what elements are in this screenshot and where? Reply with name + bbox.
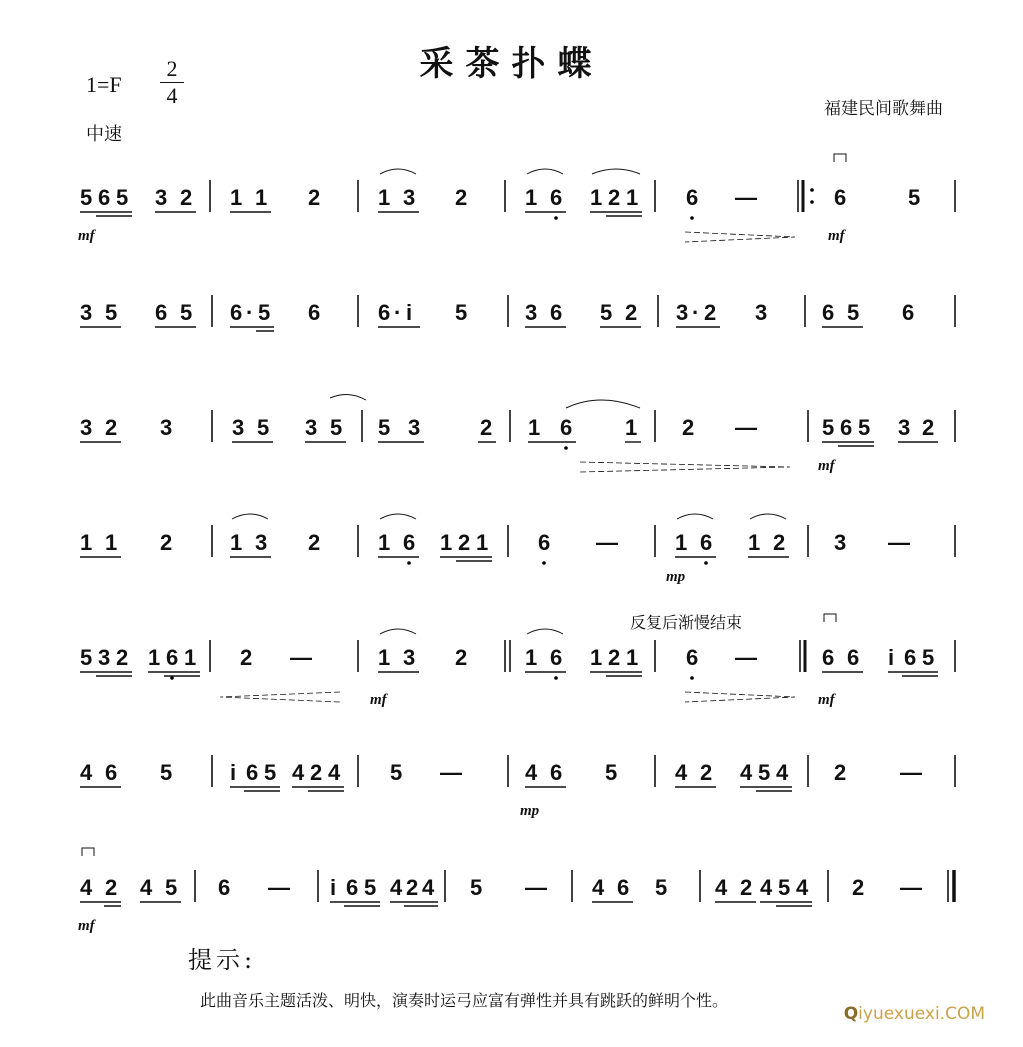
note: 1 [748, 530, 761, 555]
note: 5 [160, 760, 173, 785]
note: i [230, 760, 237, 785]
note: — [735, 185, 757, 210]
watermark-q: Q [843, 1004, 859, 1024]
note: 6 [686, 645, 699, 670]
note: 6 [105, 760, 118, 785]
note: 5 [105, 300, 118, 325]
note: 1 [625, 415, 638, 440]
note: 1 [230, 530, 243, 555]
score-row-4 [0, 485, 1023, 605]
ritardando-annotation: 反复后渐慢结束 [630, 613, 743, 632]
note: 5 [80, 645, 93, 670]
score-row-4-svg [0, 485, 1023, 605]
note: 2 [458, 530, 471, 555]
note: 1 [440, 530, 453, 555]
time-signature [160, 58, 184, 107]
note: 6 [403, 530, 416, 555]
note: · [246, 300, 254, 325]
note: 3 [80, 415, 93, 440]
note: 6 [218, 875, 231, 900]
note: 1 [476, 530, 489, 555]
note: 2 [480, 415, 493, 440]
note: 3 [232, 415, 245, 440]
score-row-2 [0, 255, 1023, 375]
note: — [268, 875, 290, 900]
note: 5 [822, 415, 835, 440]
note: 2 [105, 415, 118, 440]
note: 1 [105, 530, 118, 555]
note: 4 [592, 875, 605, 900]
note: 6 [822, 645, 835, 670]
time-bottom: 4 [166, 83, 178, 108]
note: 3 [834, 530, 847, 555]
note: 5 [264, 760, 277, 785]
time-top: 2 [166, 56, 178, 81]
note: 6 [550, 760, 563, 785]
note: — [735, 415, 757, 440]
note: 1 [230, 185, 243, 210]
note: 6 [617, 875, 630, 900]
score-row-5 [0, 600, 1023, 720]
dynamic-mark: mf [818, 692, 835, 708]
score-row-7 [0, 830, 1023, 950]
note: 3 [676, 300, 689, 325]
note: 1 [525, 645, 538, 670]
dynamic-mark: mf [818, 458, 835, 474]
note: 6 [346, 875, 359, 900]
note: 2 [834, 760, 847, 785]
note: 5 [908, 185, 921, 210]
note: 6 [902, 300, 915, 325]
score-row-5-svg [0, 600, 1023, 720]
score-row-6 [0, 715, 1023, 835]
note: 1 [80, 530, 93, 555]
note: 4 [796, 875, 809, 900]
note: 3 [255, 530, 268, 555]
note: 5 [922, 645, 935, 670]
score-row-2-svg [0, 255, 1023, 375]
note: 1 [148, 645, 161, 670]
note: 3 [755, 300, 768, 325]
watermark-text: iyuexuexi.COM [858, 1004, 985, 1024]
tempo-marking: 中速 [86, 124, 122, 145]
note: 6 [550, 300, 563, 325]
note: 4 [80, 875, 93, 900]
note: 6 [550, 185, 563, 210]
note: 6 [166, 645, 179, 670]
note: 6 [686, 185, 699, 210]
note: 1 [626, 645, 639, 670]
note: 6 [155, 300, 168, 325]
note: 5 [116, 185, 129, 210]
note: 4 [80, 760, 93, 785]
note: 5 [470, 875, 483, 900]
note: 2 [740, 875, 753, 900]
note: 3 [305, 415, 318, 440]
note: 2 [180, 185, 193, 210]
note: 2 [116, 645, 129, 670]
note: 6 [378, 300, 391, 325]
note: 6 [98, 185, 111, 210]
source-credit: 福建民间歌舞曲 [824, 99, 943, 119]
note: 4 [525, 760, 538, 785]
watermark [844, 1004, 985, 1024]
note: 5 [165, 875, 178, 900]
note: 3 [98, 645, 111, 670]
note: 5 [847, 300, 860, 325]
note: 6 [538, 530, 551, 555]
note: 3 [403, 645, 416, 670]
note: 2 [455, 185, 468, 210]
note: · [394, 300, 402, 325]
note: 5 [655, 875, 668, 900]
note: i [406, 300, 413, 325]
note: 3 [160, 415, 173, 440]
note: — [900, 760, 922, 785]
note: 6 [550, 645, 563, 670]
note: 5 [605, 760, 618, 785]
note: 6 [230, 300, 243, 325]
note: 1 [528, 415, 541, 440]
note: 5 [378, 415, 391, 440]
note: — [888, 530, 910, 555]
note: 1 [378, 645, 391, 670]
note: 3 [155, 185, 168, 210]
score-row-7-svg [0, 830, 1023, 950]
note: 5 [364, 875, 377, 900]
note: 1 [525, 185, 538, 210]
note: — [290, 645, 312, 670]
note: 6 [560, 415, 573, 440]
score-row-3-svg [0, 370, 1023, 490]
note: 3 [403, 185, 416, 210]
note: 5 [778, 875, 791, 900]
note: 5 [258, 300, 271, 325]
note: 6 [904, 645, 917, 670]
score-row-3 [0, 370, 1023, 490]
note: 2 [625, 300, 638, 325]
dynamic-mark: mf [370, 692, 387, 708]
note: 2 [852, 875, 865, 900]
note: i [888, 645, 895, 670]
note: — [596, 530, 618, 555]
dynamic-mark: mf [78, 228, 95, 244]
hint-label: 提示: [188, 946, 257, 974]
hint-text: 此曲音乐主题活泼、明快，演奏时运弓应富有弹性并具有跳跃的鲜明个性。 [200, 991, 729, 1010]
note: 4 [390, 875, 403, 900]
note: 6 [834, 185, 847, 210]
note: 2 [160, 530, 173, 555]
page-title: 采茶扑蝶 [419, 44, 604, 84]
note: 2 [700, 760, 713, 785]
note: 4 [675, 760, 688, 785]
note: 4 [422, 875, 435, 900]
note: 5 [600, 300, 613, 325]
note: 5 [180, 300, 193, 325]
note: 4 [328, 760, 341, 785]
score-row-1-svg [0, 140, 1023, 260]
note: 2 [105, 875, 118, 900]
note: 4 [140, 875, 153, 900]
note: 2 [310, 760, 323, 785]
note: 3 [525, 300, 538, 325]
note: — [440, 760, 462, 785]
note: · [692, 300, 700, 325]
note: — [525, 875, 547, 900]
note: 3 [80, 300, 93, 325]
note: 4 [740, 760, 753, 785]
note: 6 [840, 415, 853, 440]
note: 4 [760, 875, 773, 900]
note: 2 [608, 185, 621, 210]
note: 5 [257, 415, 270, 440]
note: 5 [390, 760, 403, 785]
note: 1 [184, 645, 197, 670]
note: 2 [922, 415, 935, 440]
note: 1 [675, 530, 688, 555]
note: 2 [704, 300, 717, 325]
note: — [735, 645, 757, 670]
dynamic-mark: mp [520, 803, 540, 819]
note: 1 [255, 185, 268, 210]
note: 1 [378, 530, 391, 555]
dynamic-mark: mf [828, 228, 845, 244]
score-row-6-svg [0, 715, 1023, 835]
note: 2 [773, 530, 786, 555]
score-row-1 [0, 140, 1023, 260]
note: 1 [590, 185, 603, 210]
note: 3 [408, 415, 421, 440]
note: 6 [847, 645, 860, 670]
note: 5 [758, 760, 771, 785]
note: 5 [80, 185, 93, 210]
note: 1 [626, 185, 639, 210]
note: 2 [406, 875, 419, 900]
note: 6 [700, 530, 713, 555]
note: 1 [590, 645, 603, 670]
note: 2 [308, 530, 321, 555]
note: 2 [455, 645, 468, 670]
note: 4 [292, 760, 305, 785]
key-signature: 1=F [86, 72, 122, 97]
note: 6 [246, 760, 259, 785]
note: 4 [715, 875, 728, 900]
note: 5 [858, 415, 871, 440]
note: 6 [822, 300, 835, 325]
note: 6 [308, 300, 321, 325]
dynamic-mark: mf [78, 918, 95, 934]
note: 2 [608, 645, 621, 670]
note: 1 [378, 185, 391, 210]
note: 2 [682, 415, 695, 440]
note: 5 [330, 415, 343, 440]
note: 4 [776, 760, 789, 785]
note: — [900, 875, 922, 900]
note: 2 [240, 645, 253, 670]
note: 5 [455, 300, 468, 325]
dynamic-mark: mp [666, 569, 686, 585]
note: i [330, 875, 337, 900]
note: 3 [898, 415, 911, 440]
note: 2 [308, 185, 321, 210]
